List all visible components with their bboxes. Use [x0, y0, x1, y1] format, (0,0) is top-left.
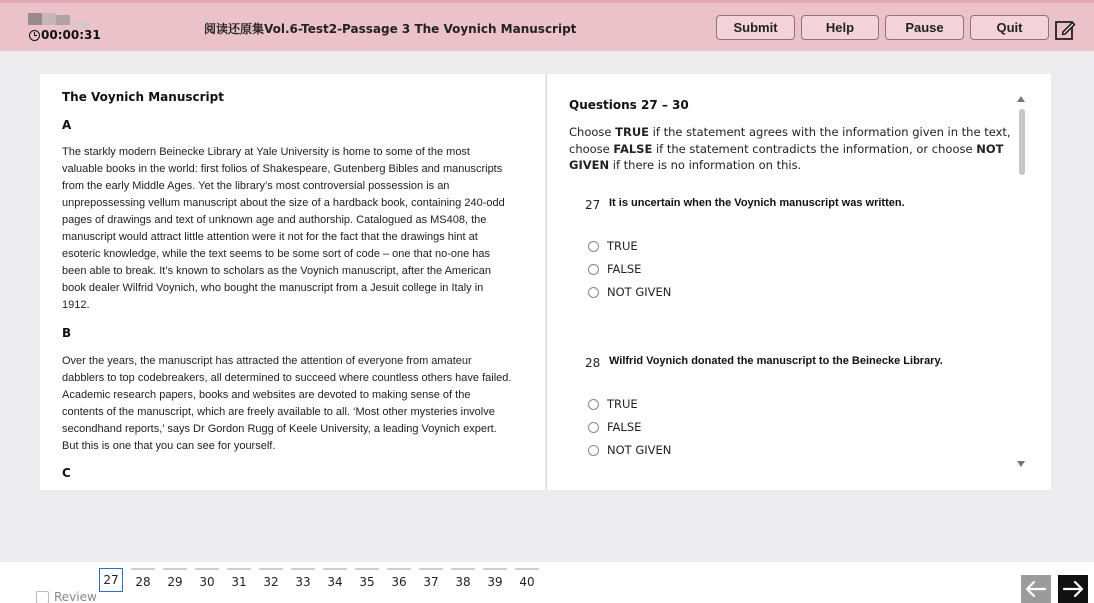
- submit-button[interactable]: Submit: [716, 15, 795, 40]
- section-label: B: [62, 326, 72, 340]
- review-checkbox[interactable]: [36, 591, 49, 603]
- instructions: Choose TRUE if the statement agrees with the information given in the text, choose FALSE if the statement contradicts the information, or choose NOT GIVEN if there is no information on this.: [569, 125, 1011, 172]
- paragraph: The starkly modern Beinecke Library at Yale University is home to some of the most valuable books in the world: first folios of Shakespeare, Gutenberg Bibles and manuscripts from the early Middle Ages. Yet the library’s most controversial possession is an unprepossessing vellum manuscript about the size of a hardback book, containing 240-odd pages of drawings and text of unknown age and authorship. Catalogued as MS408, the manuscript would attract little attention were it not for the fact that the drawings hint at esoteric knowledge, while the text seems to be some sort of code – one that no-one has been able to break. It’s known to scholars as the Voynich manuscript, after the American book dealer Wilfrid Voynich, who bought the manuscript from a Jesuit college in Italy in 1912.: [62, 146, 505, 311]
- timer: [29, 28, 101, 42]
- section-label: C: [62, 466, 71, 480]
- question-number: 27: [585, 198, 601, 212]
- pause-button[interactable]: Pause: [885, 15, 964, 40]
- radio-button[interactable]: [588, 422, 599, 433]
- radio-button[interactable]: [588, 445, 599, 456]
- clock-icon: [29, 30, 40, 41]
- section-label: A: [62, 118, 72, 132]
- quit-button[interactable]: Quit: [970, 15, 1049, 40]
- question-nav-item[interactable]: 30: [195, 568, 219, 592]
- radio-button[interactable]: [588, 264, 599, 275]
- radio-button[interactable]: [588, 399, 599, 410]
- arrow-right-icon: [1058, 575, 1088, 603]
- top-bar: [0, 0, 1094, 51]
- question-nav-item[interactable]: 36: [387, 568, 411, 592]
- review-toggle[interactable]: [36, 590, 97, 603]
- question-text: It is uncertain when the Voynich manuscript was written.: [609, 197, 905, 209]
- passage-title: The Voynich Manuscript: [62, 90, 224, 104]
- option-true[interactable]: TRUE: [588, 239, 638, 253]
- question-nav-item[interactable]: 34: [323, 568, 347, 592]
- radio-button[interactable]: [588, 241, 599, 252]
- previous-button[interactable]: [1021, 575, 1051, 603]
- paragraph: Over the years, the manuscript has attracted the attention of everyone from amateur dabblers to top codebreakers, all determined to succeed where countless others have failed. Academic research papers, books and websites are devoted to making sense of the contents of the manuscript, which are freely available to all. ‘Most other mysteries involve secondhand reports,’ says Dr Gordon Rugg of Keele University, a leading Voynich expert. But this is one that you can see for yourself.: [62, 355, 512, 452]
- logo: [28, 13, 90, 29]
- question-nav-item[interactable]: 28: [131, 568, 155, 592]
- edit-icon[interactable]: [1054, 19, 1076, 41]
- question-text: Wilfrid Voynich donated the manuscript to the Beinecke Library.: [609, 355, 943, 367]
- review-label: Review: [54, 590, 97, 603]
- scroll-up-icon[interactable]: [1017, 96, 1025, 102]
- question-nav-item[interactable]: 29: [163, 568, 187, 592]
- option-true[interactable]: TRUE: [588, 397, 638, 411]
- option-false[interactable]: FALSE: [588, 262, 641, 276]
- passage-panel: [40, 74, 545, 490]
- question-nav-item[interactable]: 39: [483, 568, 507, 592]
- question-nav-item[interactable]: 27: [99, 568, 123, 592]
- question-nav-item[interactable]: 35: [355, 568, 379, 592]
- option-not-given[interactable]: NOT GIVEN: [588, 443, 671, 457]
- scrollbar-thumb[interactable]: [1019, 109, 1025, 175]
- question-number: 28: [585, 356, 601, 370]
- scroll-down-icon[interactable]: [1017, 461, 1025, 467]
- questions-heading: Questions 27 – 30: [569, 98, 689, 112]
- timer-value: 00:00:31: [41, 28, 101, 42]
- help-button[interactable]: Help: [801, 15, 879, 40]
- option-not-given[interactable]: NOT GIVEN: [588, 285, 671, 299]
- next-button[interactable]: [1058, 575, 1088, 603]
- radio-button[interactable]: [588, 287, 599, 298]
- question-nav-item[interactable]: 40: [515, 568, 539, 592]
- question-nav-item[interactable]: 33: [291, 568, 315, 592]
- question-nav-item[interactable]: 31: [227, 568, 251, 592]
- arrow-left-icon: [1021, 575, 1051, 603]
- question-nav-item[interactable]: 38: [451, 568, 475, 592]
- question-nav-item[interactable]: 32: [259, 568, 283, 592]
- questions-panel: [546, 74, 1051, 490]
- test-title: 阅读还原集Vol.6-Test2-Passage 3 The Voynich Manuscript: [204, 22, 577, 36]
- question-nav-item[interactable]: 37: [419, 568, 443, 592]
- option-false[interactable]: FALSE: [588, 420, 641, 434]
- question-navigator: [0, 562, 1094, 603]
